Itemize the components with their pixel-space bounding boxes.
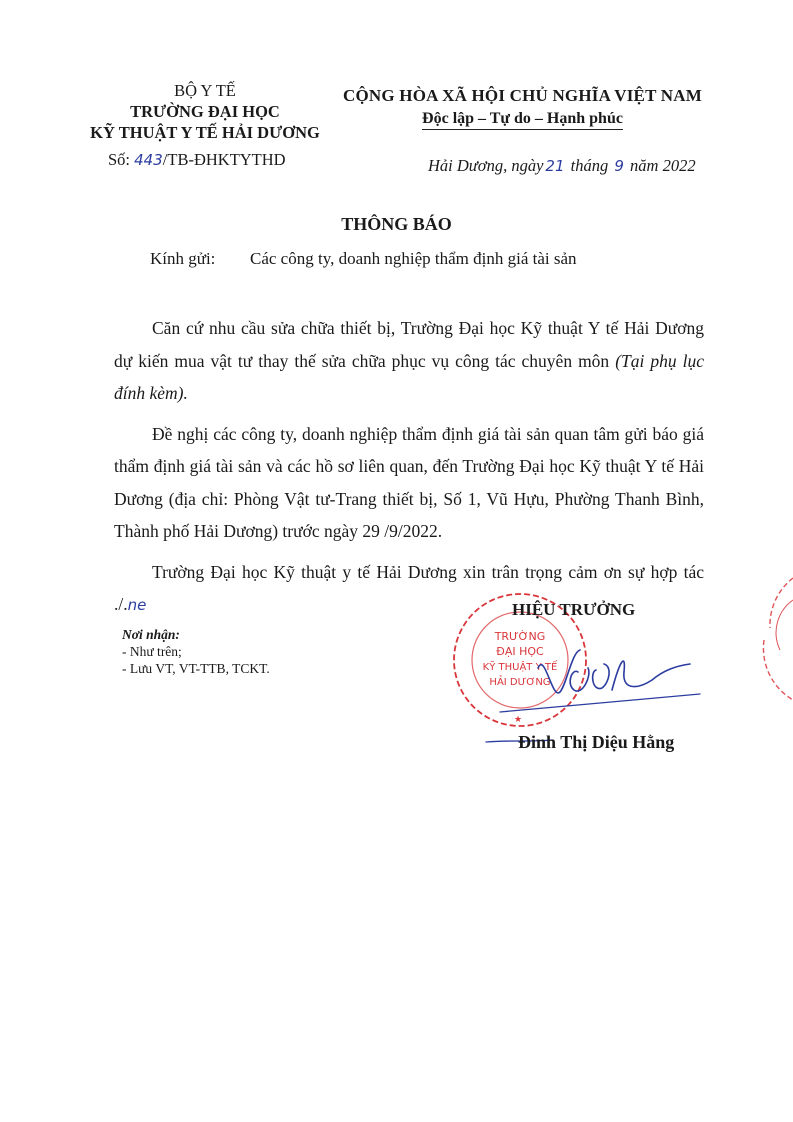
recipients-title: Nơi nhận: — [122, 627, 180, 642]
para3-text: Trường Đại học Kỹ thuật y tế Hải Dương xin trân trọng cảm ơn sự hợp tác ./. — [114, 561, 704, 614]
partial-stamp — [763, 578, 793, 700]
para3-initials: ne — [127, 596, 147, 614]
ministry-name: BỘ Y TẾ — [174, 81, 236, 100]
stamp-line3: KỸ THUẬT Y TẾ — [482, 662, 558, 673]
date-month: 9 — [614, 157, 624, 175]
doc-number-handwritten: 443 — [134, 151, 163, 169]
signature-title: HIỆU TRƯỞNG — [512, 600, 636, 619]
stamp-line1: TRƯỜNG — [494, 630, 546, 643]
recipients-item: - Như trên; — [122, 644, 182, 659]
body-paragraph-2: Đề nghị các công ty, doanh nghiệp thẩm định giá tài sản quan tâm gửi báo giá thẩm định giá tài sản và các hồ sơ liên quan, đến Trường Đại học Kỹ thuật Y tế Hải Dương (địa chỉ: Phòng Vật tư-Trang thiết bị, Số 1, Vũ Hựu, Phường Thanh Bình, Thành phố Hải Dương) trước ngày 29 /9/2022. — [114, 423, 704, 541]
national-motto: Độc lập – Tự do – Hạnh phúc — [422, 110, 623, 130]
document-title: THÔNG BÁO — [341, 214, 452, 234]
para1-text: Căn cứ nhu cầu sửa chữa thiết bị, Trường Đại học Kỹ thuật Y tế Hải Dương dự kiến mua vật tư thay thế sửa chữa phục vụ công tác chuyên môn — [114, 318, 704, 371]
date-year: năm 2022 — [630, 156, 696, 175]
signer-name: Đinh Thị Diệu Hằng — [518, 732, 675, 752]
recipients-item: - Lưu VT, VT-TTB, TCKT. — [122, 661, 270, 676]
recipient-label: Kính gửi: — [150, 249, 216, 268]
stamp-line4: HẢI DƯƠNG — [489, 677, 551, 688]
doc-number-prefix: Số: — [108, 150, 131, 169]
recipient-value: Các công ty, doanh nghiệp thẩm định giá tài sản — [250, 249, 577, 268]
date-month-label: tháng — [570, 156, 609, 175]
nation-name: CỘNG HÒA XÃ HỘI CHỦ NGHĨA VIỆT NAM — [343, 86, 702, 105]
para1-italic: (Tại phụ lục đính kèm). — [114, 350, 704, 403]
stamp-star-icon: ★ — [514, 715, 523, 725]
school-name-line2: KỸ THUẬT Y TẾ HẢI DƯƠNG — [90, 123, 320, 142]
doc-number-suffix: /TB-ĐHKTYTHD — [162, 150, 286, 169]
stamp-line2: ĐẠI HỌC — [496, 645, 544, 658]
date-day: 21 — [545, 157, 565, 175]
school-name-line1: TRƯỜNG ĐẠI HỌC — [130, 102, 280, 121]
date-place: Hải Dương, ngày — [428, 156, 544, 175]
